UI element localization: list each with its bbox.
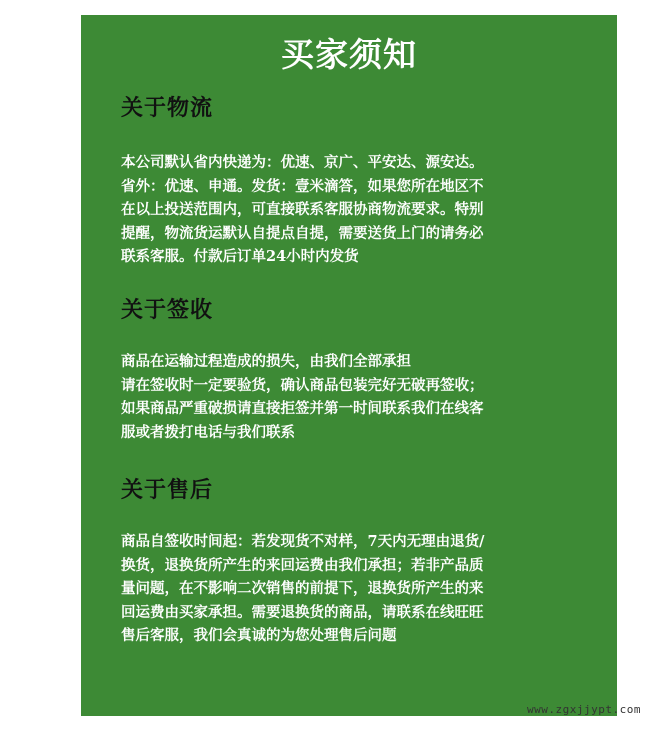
text-line: 商品自签收时间起：若发现货不对样，7天内无理由退货/ <box>121 533 485 550</box>
text-line: 售后客服，我们会真诚的为您处理售后问题 <box>121 627 397 644</box>
text-line: 如果商品严重破损请直接拒签并第一时间联系我们在线客 <box>121 400 484 417</box>
text-line: 换货，退换货所产生的来回运费由我们承担；若非产品质 <box>121 556 484 574</box>
text-line: 提醒，物流货运默认自提点自提，需要送货上门的请务必 <box>121 224 484 242</box>
section-heading-logistics: 关于物流 <box>121 95 214 121</box>
text-line: 请在签收时一定要验货，确认商品包装完好无破再签收； <box>121 376 484 394</box>
text-line: 量问题，在不影响二次销售的前提下，退换货所产生的来 <box>121 580 484 597</box>
notice-panel <box>81 15 617 716</box>
page-title: 买家须知 <box>281 35 417 74</box>
text-line: 服或者拨打电话与我们联系 <box>121 423 295 441</box>
text-line: 省外：优速、申通。发货：壹米滴答，如果您所在地区不 <box>121 177 484 195</box>
section-body-logistics <box>121 151 591 269</box>
text-line: 联系客服。付款后订单24小时内发货 <box>121 248 359 265</box>
section-body-after-sales <box>121 530 591 648</box>
text-line: 本公司默认省内快递为：优速、京广、平安达、源安达。 <box>121 154 484 171</box>
section-body-signoff <box>121 350 591 444</box>
text-line: 商品在运输过程造成的损失，由我们全部承担 <box>121 353 411 370</box>
site-watermark: www.zgxjjypt.com <box>527 703 641 716</box>
text-line: 在以上投送范围内，可直接联系客服协商物流要求。特别 <box>121 201 484 218</box>
text-line: 回运费由买家承担。需要退换货的商品，请联系在线旺旺 <box>121 603 484 621</box>
section-heading-signoff: 关于签收 <box>121 297 214 323</box>
section-heading-after-sales: 关于售后 <box>121 477 214 503</box>
